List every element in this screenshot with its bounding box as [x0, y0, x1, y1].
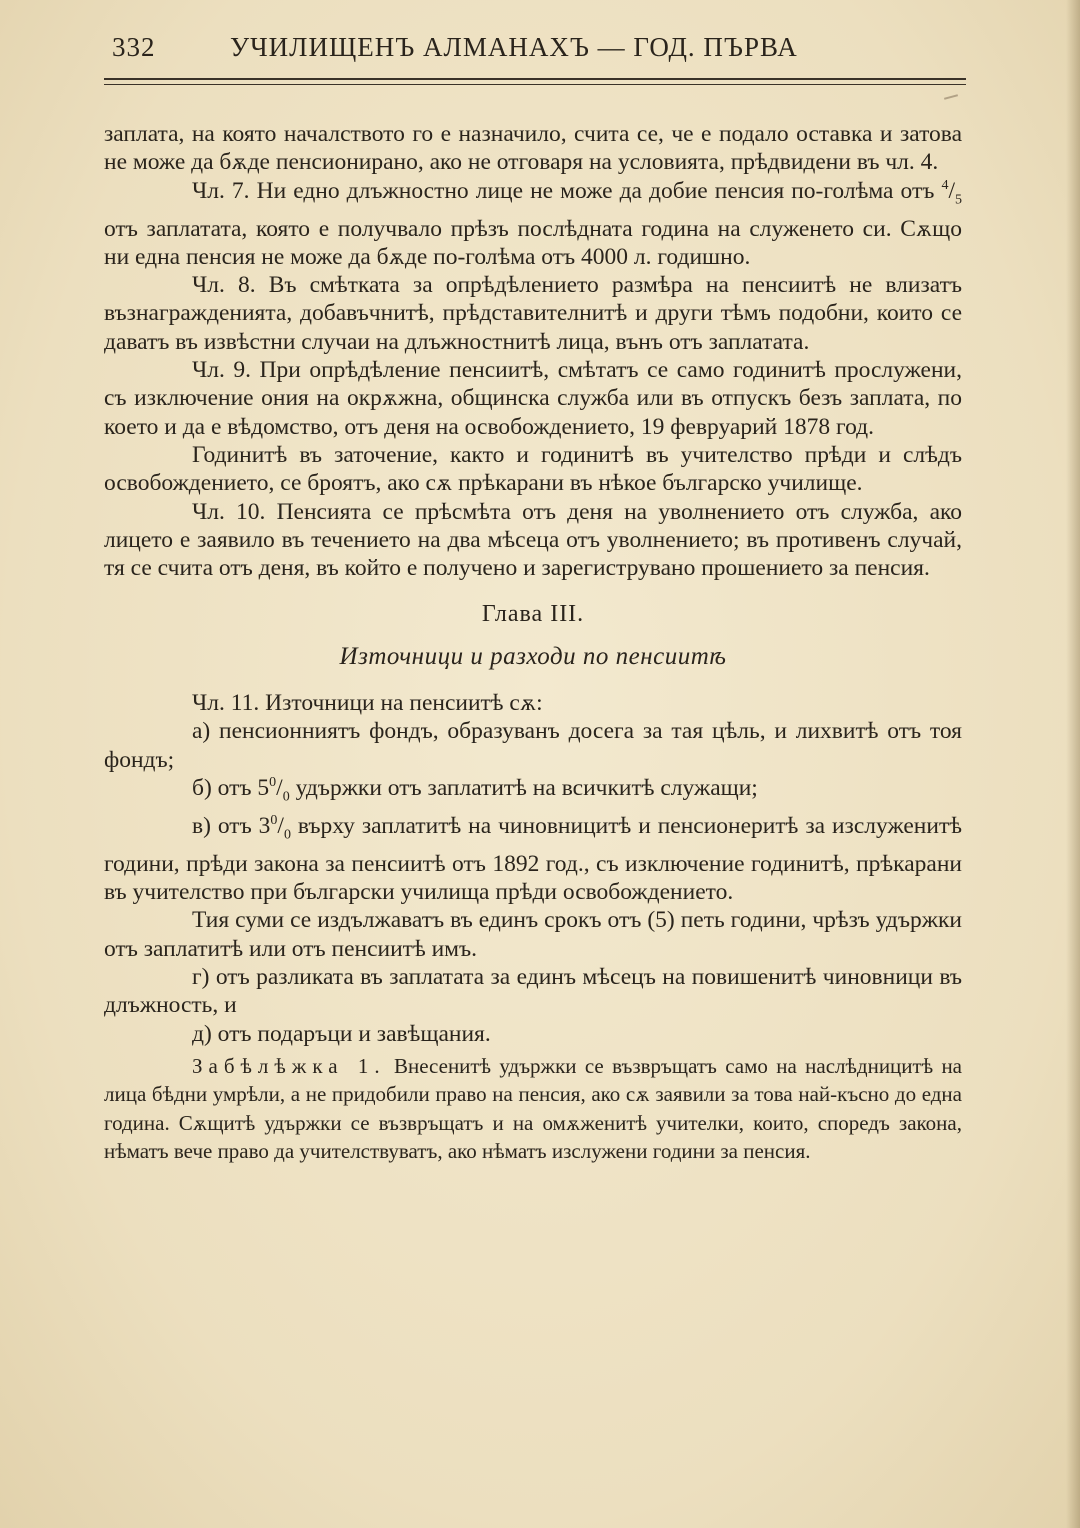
article-7-text-b: отъ заплатата, която е получвало прѣзъ послѣдната година на служенето си. Сѫщо ни една пенсия не може да бѫде по-голѣма отъ 4000 л. годишно. [104, 215, 962, 270]
fraction-denominator: 5 [955, 192, 962, 208]
item-v-text-b: върху заплатитѣ на чиновницитѣ и пенсионеритѣ за изслуженитѣ години, прѣди закона за пенсиитѣ отъ 1892 год., съ изключение годинитѣ, прѣкарани въ учителство при български училища прѣди освобождението. [104, 812, 962, 906]
header-rule-thin [104, 84, 966, 85]
chapter-subtitle: Източници и разходи по пенсиитѣ [339, 642, 727, 670]
body-text [104, 120, 962, 1165]
sums-paragraph: Тия суми се издължаватъ въ единъ срокъ отъ (5) петь години, чрѣзъ удържки отъ заплатитѣ или отъ пенсиитѣ имъ. [104, 907, 962, 962]
percent-sub: 0 [282, 789, 290, 805]
article-7: Чл. 7. Ни едно длъжностно лице не може да добие пенсия по-голѣма отъ $^4/_5$ отъ заплатата, която е получвало прѣзъ послѣдната година на служенето си. Сѫщо ни една пенсия не може да бѫде по-голѣма отъ 4000 л. годишно. [104, 177, 962, 270]
percent-sup: 0 [270, 813, 278, 829]
percent-sup: 0 [269, 775, 277, 791]
ink-mark [944, 94, 958, 100]
item-b-text-b: удържки отъ заплатитѣ на всичкитѣ служащи; [289, 774, 758, 801]
percent-slash: / [277, 812, 284, 839]
note-text: Внесенитѣ удържки се възвръщатъ само на наслѣдницитѣ на лица бѣдни умрѣли, а не придобили право на пенсия, ако сѫ заявили за това най-късно до една година. Сѫщитѣ удържки се възвръщатъ и на омѫженитѣ учителки, които, споредъ закона, нѣматъ вече право да учителствуватъ, ако нѣматъ изслужени години за пенсия. [104, 1053, 963, 1163]
running-title: УЧИЛИЩЕНЪ АЛМАНАХЪ — ГОД. ПЪРВА [230, 32, 798, 62]
item-v [104, 812, 962, 907]
article-9-years: Годинитѣ въ заточение, както и годинитѣ въ учителство прѣди и слѣдъ освобождението, се броятъ, ако сѫ прѣкарани въ нѣкое българско училище. [104, 441, 962, 497]
item-v-text-a: в) отъ 3 [192, 812, 271, 839]
item-g: г) отъ разликата въ заплатата за единъ мѣсецъ на повишенитѣ чиновници въ длъжность, и [104, 964, 962, 1019]
header-rule-thick [104, 78, 966, 80]
note-label: Забѣлѣжка 1. [192, 1053, 386, 1078]
page-edge-shadow [1066, 0, 1080, 1528]
item-a: а) пенсионниятъ фондъ, образуванъ досега за тая цѣль, и лихвитѣ отъ тоя фондъ; [104, 718, 962, 773]
article-11: Чл. 11. Източници на пенсиитѣ сѫ: [192, 690, 543, 717]
percent-sub: 0 [283, 827, 291, 843]
item-b [104, 774, 962, 812]
article-8: Чл. 8. Въ смѣтката за опрѣдѣлението размѣра на пенсиитѣ не влизатъ възнагражденията, добавъчнитѣ, прѣдставителнитѣ и други тѣмъ подобни, които се даватъ въ извѣстни случаи на длъжностнитѣ лица, вънъ отъ заплатата. [104, 272, 962, 355]
item-b-text-a: б) отъ 5 [192, 774, 270, 801]
chapter-title: Глава III. [481, 601, 585, 628]
article-10: Чл. 10. Пенсията се прѣсмѣта отъ деня на уволнението отъ служба, ако лицето е заявило въ течението на два мѣсеца отъ уволнението; въ противенъ случай, тя се счита отъ деня, въ който е получено и зарегиструвано прошението за пенсия. [104, 498, 962, 582]
note-1 [104, 1052, 962, 1165]
page-header [112, 30, 968, 74]
page-number: 332 [112, 32, 156, 62]
article-9: Чл. 9. При опрѣдѣление пенсиитѣ, смѣтатъ се само годинитѣ прослужени, съ изключение ония на окрѫжна, общинска служба или въ отпускъ безъ заплата, по което и да е вѣдомство, отъ деня на освобождението, 19 февруарий 1878 год. [104, 357, 962, 440]
fraction-numerator: 4 [941, 177, 949, 193]
article-7-text-a: Чл. 7. Ни едно длъжностно лице не може да добие пенсия по-голѣма отъ [192, 177, 942, 204]
percent-slash: / [276, 774, 283, 801]
item-d: д) отъ подаръци и завѣщания. [192, 1020, 491, 1047]
paragraph-continuation: заплата, на която началството го е назначило, счита се, че е подало оставка и затова не може да бѫде пенсионирано, ако не отговаря на условията, прѣдвидени въ чл. 4. [104, 121, 962, 176]
